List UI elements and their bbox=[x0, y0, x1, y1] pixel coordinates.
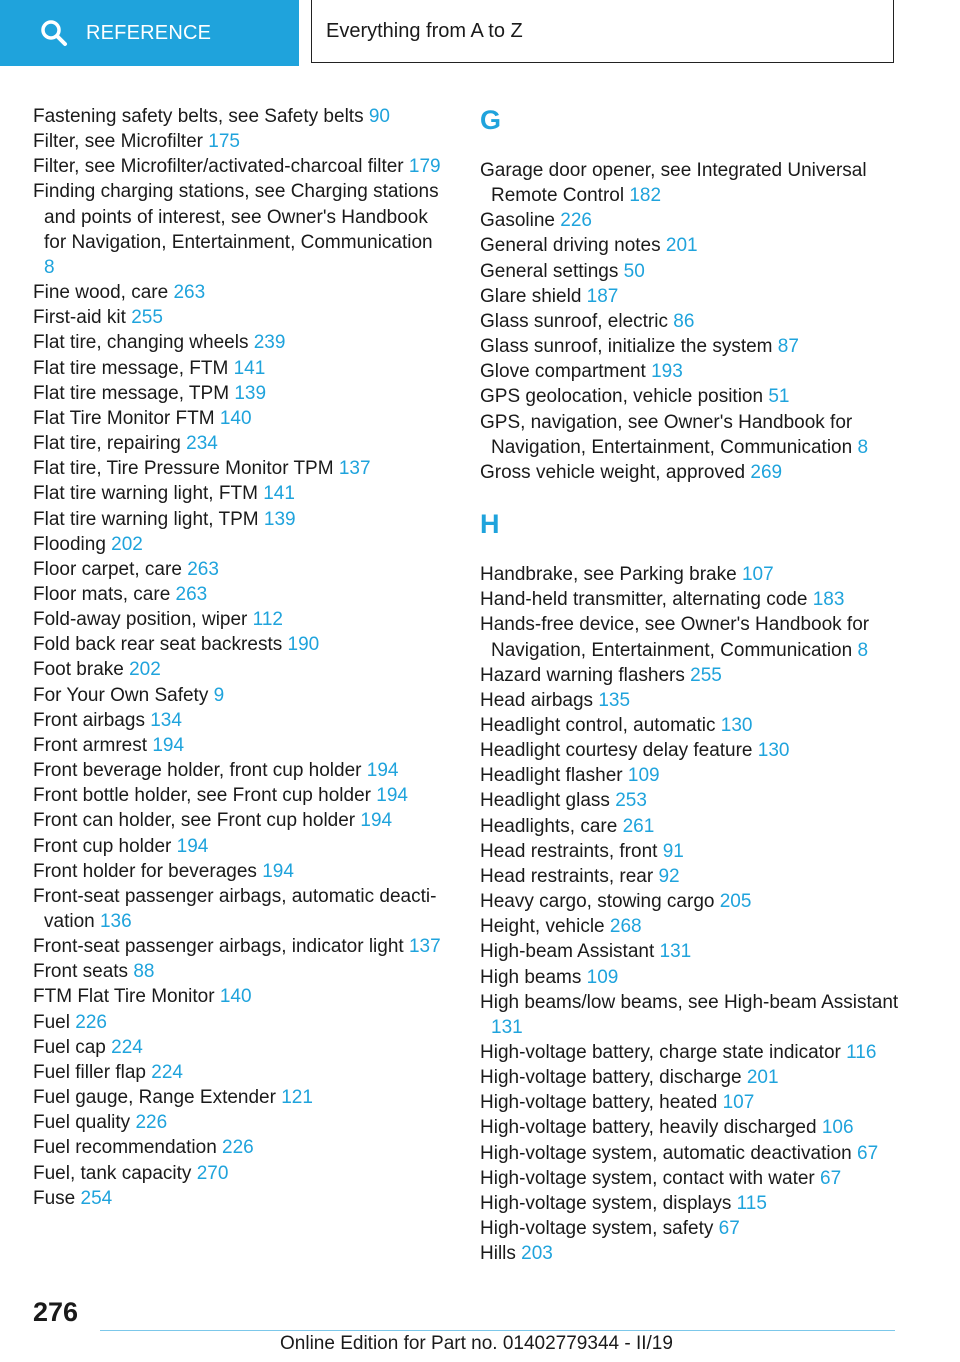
entry-text: Handbrake, see Parking brake bbox=[480, 564, 737, 586]
entry-text: High-voltage battery, discharge bbox=[480, 1067, 742, 1089]
page-reference-link[interactable]: 92 bbox=[658, 865, 680, 887]
entry-text: Front holder for beverages bbox=[33, 860, 257, 882]
entry-text: Front cup holder bbox=[33, 835, 172, 857]
entry-text: Fuel quality bbox=[33, 1112, 131, 1134]
index-entry bbox=[33, 859, 443, 884]
page-header bbox=[0, 0, 960, 66]
page-reference-link[interactable]: 263 bbox=[187, 558, 219, 580]
index-entry bbox=[33, 783, 443, 808]
page-reference-link[interactable]: 234 bbox=[186, 433, 218, 455]
page-reference-link[interactable]: 203 bbox=[521, 1243, 553, 1265]
entry-text: Foot brake bbox=[33, 659, 124, 681]
index-entry bbox=[480, 889, 900, 914]
page-reference-link[interactable]: 91 bbox=[662, 840, 684, 862]
index-entry bbox=[33, 104, 443, 129]
page-reference-link[interactable]: 90 bbox=[368, 106, 390, 127]
page-reference-link[interactable]: 205 bbox=[719, 891, 752, 913]
page-reference-link[interactable]: 268 bbox=[609, 916, 642, 938]
entry-text: Gasoline bbox=[480, 210, 555, 232]
entry-text: Filter, see Microfilter bbox=[33, 131, 203, 153]
index-entry bbox=[480, 587, 900, 612]
search-icon bbox=[40, 19, 68, 47]
page-reference-link[interactable]: 175 bbox=[208, 131, 240, 153]
page-reference-link[interactable]: 51 bbox=[768, 386, 790, 408]
page-reference-link[interactable]: 140 bbox=[219, 407, 252, 429]
entry-text: Headlight control, automatic bbox=[480, 714, 716, 736]
index-entry bbox=[480, 334, 900, 359]
page-reference-link[interactable]: 194 bbox=[262, 860, 294, 882]
entry-text: Fuel bbox=[33, 1011, 70, 1033]
page-reference-link[interactable]: 136 bbox=[99, 911, 132, 932]
index-entry bbox=[33, 1135, 443, 1160]
page-reference-link[interactable]: 131 bbox=[491, 1016, 523, 1038]
entry-text: Front can holder, see Front cup holder bbox=[33, 810, 356, 832]
index-entry bbox=[33, 657, 443, 682]
entry-text: Flat tire warning light, TPM bbox=[33, 508, 259, 530]
index-entry bbox=[33, 1161, 443, 1186]
index-entry bbox=[33, 758, 443, 783]
page-reference-link[interactable]: 86 bbox=[673, 310, 695, 332]
page-reference-link[interactable]: 239 bbox=[253, 332, 286, 354]
page-reference-link[interactable]: 67 bbox=[820, 1167, 842, 1189]
page-reference-link[interactable]: 139 bbox=[263, 508, 296, 530]
page-reference-link[interactable]: 130 bbox=[757, 740, 790, 762]
index-entry bbox=[33, 154, 443, 179]
index-entry bbox=[480, 1141, 900, 1166]
index-entry bbox=[33, 834, 443, 859]
entry-text: Hazard warning flashers bbox=[480, 664, 685, 686]
index-entry bbox=[33, 1060, 443, 1085]
page-reference-link[interactable]: 130 bbox=[720, 714, 753, 736]
entry-text: Filter, see Microfilter/activated-charcoal filter bbox=[33, 156, 404, 178]
section-h-entries bbox=[480, 562, 900, 1266]
entry-text: Front armrest bbox=[33, 734, 148, 756]
entry-text: Floor carpet, care bbox=[33, 558, 182, 580]
page-reference-link[interactable]: 226 bbox=[135, 1112, 168, 1134]
index-entry bbox=[33, 280, 443, 305]
entry-text: GPS, navigation, see Owner's Handbook for Navigation, Entertainment, Communication bbox=[480, 411, 853, 458]
page-reference-link[interactable]: 109 bbox=[627, 765, 660, 787]
entry-text: Fuel filler flap bbox=[33, 1061, 146, 1083]
index-entry bbox=[33, 456, 443, 481]
index-entry bbox=[33, 330, 443, 355]
chapter-title-tab bbox=[311, 0, 894, 63]
page-reference-link[interactable]: 116 bbox=[846, 1042, 877, 1063]
entry-text: Finding charging stations, see Charging stations and points of interest, see Owner's Handbook for Navigation, Entertainment, Communication bbox=[33, 181, 439, 253]
entry-text: Flat tire message, TPM bbox=[33, 382, 230, 404]
index-entry bbox=[480, 914, 900, 939]
index-entry bbox=[33, 179, 443, 280]
entry-text: Flat tire, Tire Pressure Monitor TPM bbox=[33, 458, 334, 480]
entry-text: Hands-free device, see Owner's Handbook for Navigation, Entertainment, Communication bbox=[480, 614, 870, 661]
chapter-title: Everything from A to Z bbox=[326, 19, 523, 42]
entry-text: FTM Flat Tire Monitor bbox=[33, 986, 215, 1008]
page-reference-link[interactable]: 67 bbox=[718, 1218, 740, 1240]
footer-divider bbox=[100, 1330, 895, 1331]
page-reference-link[interactable]: 226 bbox=[560, 210, 592, 232]
entry-text: Fine wood, care bbox=[33, 282, 169, 304]
entry-text: High beams/low beams, see High-beam Assistant bbox=[480, 991, 899, 1013]
page-reference-link[interactable]: 88 bbox=[133, 961, 155, 983]
page-reference-link[interactable]: 261 bbox=[622, 815, 655, 837]
entry-text: High-beam Assistant bbox=[480, 941, 655, 963]
index-entry bbox=[33, 733, 443, 758]
entry-text: For Your Own Safety bbox=[33, 684, 209, 706]
entry-text: High-voltage system, automatic deactivation bbox=[480, 1142, 852, 1164]
page-reference-link[interactable]: 137 bbox=[338, 458, 371, 480]
section-letter-g: G bbox=[480, 105, 502, 135]
index-entry bbox=[33, 1010, 443, 1035]
entry-text: Headlight glass bbox=[480, 790, 610, 812]
page-reference-link[interactable]: 187 bbox=[586, 285, 619, 307]
index-entry bbox=[33, 507, 443, 532]
page-reference-link[interactable]: 263 bbox=[173, 282, 206, 304]
page-reference-link[interactable]: 137 bbox=[408, 936, 441, 958]
index-entry bbox=[33, 406, 443, 431]
index-entry bbox=[480, 1090, 900, 1115]
index-entry bbox=[33, 305, 443, 330]
entry-text: Front-seat passenger airbags, indicator light bbox=[33, 936, 404, 958]
index-entry bbox=[480, 284, 900, 309]
index-entry bbox=[33, 683, 443, 708]
index-entry bbox=[480, 1166, 900, 1191]
entry-text: Fuel gauge, Range Extender bbox=[33, 1087, 276, 1109]
entry-text: General settings bbox=[480, 260, 619, 282]
page-reference-link[interactable]: 141 bbox=[233, 357, 266, 379]
entry-text: Flat tire message, FTM bbox=[33, 357, 229, 379]
entry-text: General driving notes bbox=[480, 235, 661, 257]
page-reference-link[interactable]: 139 bbox=[234, 382, 267, 404]
page-reference-link[interactable]: 179 bbox=[408, 156, 441, 178]
entry-text: High-voltage system, contact with water bbox=[480, 1167, 815, 1189]
index-entry bbox=[480, 713, 900, 738]
index-entry bbox=[480, 233, 900, 258]
page-reference-link[interactable]: 134 bbox=[150, 709, 182, 731]
page-reference-link[interactable]: 194 bbox=[366, 760, 399, 782]
index-entry bbox=[33, 984, 443, 1009]
index-entry bbox=[480, 990, 900, 1040]
section-letter-h: H bbox=[480, 509, 500, 540]
index-entry bbox=[33, 557, 443, 582]
index-entry bbox=[33, 1186, 443, 1211]
index-entry bbox=[480, 939, 900, 964]
entry-text: Hills bbox=[480, 1243, 516, 1265]
index-entry bbox=[33, 381, 443, 406]
index-entry bbox=[480, 384, 900, 409]
entry-text: Garage door opener, see Integrated Universal Remote Control bbox=[480, 160, 867, 207]
index-entry bbox=[480, 1040, 900, 1065]
entry-text: Flat tire, repairing bbox=[33, 433, 181, 455]
page-reference-link[interactable]: 107 bbox=[722, 1092, 755, 1114]
entry-text: Front-seat passenger airbags, automatic deactivation bbox=[33, 885, 437, 932]
page-reference-link[interactable]: 182 bbox=[629, 185, 662, 207]
page-reference-link[interactable]: 131 bbox=[659, 941, 692, 963]
index-entry bbox=[480, 612, 900, 662]
entry-text: Fuel, tank capacity bbox=[33, 1162, 192, 1184]
entry-text: Flat Tire Monitor FTM bbox=[33, 407, 215, 429]
index-entry bbox=[33, 959, 443, 984]
index-entry bbox=[480, 1241, 900, 1266]
entry-text: Front beverage holder, front cup holder bbox=[33, 760, 362, 782]
index-entry bbox=[480, 864, 900, 889]
entry-text: High beams bbox=[480, 966, 582, 988]
page-reference-link[interactable]: 109 bbox=[586, 966, 619, 988]
entry-text: Floor mats, care bbox=[33, 583, 171, 605]
edition-note: Online Edition for Part no. 01402779344 - II/19 bbox=[280, 1333, 673, 1354]
page-reference-link[interactable]: 194 bbox=[376, 785, 408, 807]
index-entry bbox=[480, 259, 900, 284]
page-reference-link[interactable]: 202 bbox=[129, 659, 161, 681]
entry-text: High-voltage battery, heated bbox=[480, 1092, 718, 1114]
index-entry bbox=[480, 839, 900, 864]
page-reference-link[interactable]: 106 bbox=[821, 1117, 854, 1139]
entry-text: Front bottle holder, see Front cup holder bbox=[33, 785, 371, 807]
page-reference-link[interactable]: 67 bbox=[857, 1142, 879, 1164]
index-entry bbox=[480, 965, 900, 990]
index-entry bbox=[33, 884, 443, 934]
index-entry bbox=[33, 481, 443, 506]
entry-text: Headlight flasher bbox=[480, 765, 623, 787]
entry-text: High-voltage battery, heavily discharged bbox=[480, 1117, 817, 1139]
index-entry bbox=[480, 663, 900, 688]
page-reference-link[interactable]: 254 bbox=[80, 1187, 113, 1209]
entry-text: Headlight courtesy delay feature bbox=[480, 740, 753, 762]
index-entry bbox=[480, 410, 900, 460]
entry-text: Height, vehicle bbox=[480, 916, 605, 938]
page-reference-link[interactable]: 270 bbox=[196, 1162, 229, 1184]
entry-text: Fastening safety belts, see Safety belts bbox=[33, 106, 364, 127]
index-entry bbox=[480, 562, 900, 587]
entry-text: Glove compartment bbox=[480, 361, 646, 383]
index-column-right bbox=[480, 101, 900, 1266]
section-label: REFERENCE bbox=[86, 21, 212, 44]
index-entry bbox=[33, 934, 443, 959]
index-entry bbox=[33, 808, 443, 833]
entry-text: High-voltage system, displays bbox=[480, 1192, 732, 1214]
index-entry bbox=[480, 1115, 900, 1140]
page-reference-link[interactable]: 263 bbox=[175, 583, 208, 605]
page-reference-link[interactable]: 8 bbox=[44, 256, 55, 278]
entry-text: Head restraints, rear bbox=[480, 865, 654, 887]
page-reference-link[interactable]: 135 bbox=[598, 689, 631, 711]
page-reference-link[interactable]: 140 bbox=[219, 986, 252, 1008]
entry-text: Headlights, care bbox=[480, 815, 618, 837]
entry-text: Flooding bbox=[33, 533, 106, 555]
index-entry bbox=[480, 208, 900, 233]
page-reference-link[interactable]: 194 bbox=[360, 810, 393, 832]
index-entry bbox=[33, 532, 443, 557]
entry-text: Fold-away position, wiper bbox=[33, 609, 248, 631]
page-reference-link[interactable]: 190 bbox=[287, 634, 320, 656]
page-reference-link[interactable]: 224 bbox=[111, 1036, 143, 1058]
entry-text: Heavy cargo, stowing cargo bbox=[480, 891, 715, 913]
entry-text: Fuel recommendation bbox=[33, 1137, 217, 1159]
entry-text: Flat tire, changing wheels bbox=[33, 332, 249, 354]
page-reference-link[interactable]: 201 bbox=[746, 1067, 779, 1089]
index-entry bbox=[33, 582, 443, 607]
page-reference-link[interactable]: 226 bbox=[75, 1011, 107, 1033]
page-reference-link[interactable]: 112 bbox=[252, 609, 283, 631]
page-reference-link[interactable]: 50 bbox=[623, 260, 645, 282]
index-entry bbox=[480, 359, 900, 384]
index-entry bbox=[33, 431, 443, 456]
index-entry bbox=[480, 688, 900, 713]
page-reference-link[interactable]: 87 bbox=[777, 336, 799, 358]
entry-text: Head airbags bbox=[480, 689, 594, 711]
index-entry bbox=[33, 356, 443, 381]
index-entry bbox=[480, 1216, 900, 1241]
index-entry bbox=[33, 1110, 443, 1135]
entry-text: GPS geolocation, vehicle position bbox=[480, 386, 764, 408]
index-entry bbox=[33, 129, 443, 154]
page-reference-link[interactable]: 255 bbox=[131, 307, 163, 329]
page-reference-link[interactable]: 183 bbox=[812, 589, 845, 611]
index-entry bbox=[480, 158, 900, 208]
page-reference-link[interactable]: 107 bbox=[741, 564, 774, 586]
entry-text: Glass sunroof, initialize the system bbox=[480, 336, 773, 358]
entry-text: High-voltage system, safety bbox=[480, 1218, 714, 1240]
page-reference-link[interactable]: 121 bbox=[281, 1087, 313, 1109]
page-reference-link[interactable]: 202 bbox=[111, 533, 143, 555]
page-reference-link[interactable]: 253 bbox=[615, 790, 647, 812]
page-number: 276 bbox=[33, 1297, 79, 1327]
entry-text: Gross vehicle weight, approved bbox=[480, 461, 746, 483]
entry-text: Hand-held transmitter, alternating code bbox=[480, 589, 808, 611]
page-reference-link[interactable]: 269 bbox=[750, 461, 783, 483]
entry-text: Head restraints, front bbox=[480, 840, 658, 862]
page-reference-link[interactable]: 255 bbox=[690, 664, 722, 686]
index-entry bbox=[480, 1191, 900, 1216]
index-entry bbox=[33, 1035, 443, 1060]
entry-text: Glare shield bbox=[480, 285, 582, 307]
index-entry bbox=[480, 763, 900, 788]
index-entry bbox=[33, 1085, 443, 1110]
entry-text: Front airbags bbox=[33, 709, 145, 731]
page-reference-link[interactable]: 224 bbox=[151, 1061, 183, 1083]
page-reference-link[interactable]: 193 bbox=[651, 361, 683, 383]
page-reference-link[interactable]: 226 bbox=[222, 1137, 254, 1159]
index-entry bbox=[480, 788, 900, 813]
index-entry bbox=[480, 309, 900, 334]
index-entry bbox=[33, 607, 443, 632]
entry-text: Glass sunroof, electric bbox=[480, 310, 668, 332]
page-reference-link[interactable]: 201 bbox=[665, 235, 698, 257]
entry-text: Fold back rear seat backrests bbox=[33, 634, 283, 656]
page-reference-link[interactable]: 141 bbox=[263, 483, 295, 505]
index-entry bbox=[480, 460, 900, 485]
entry-text: Front seats bbox=[33, 961, 129, 983]
index-entry bbox=[33, 708, 443, 733]
page-reference-link[interactable]: 9 bbox=[213, 684, 225, 706]
entry-text: Flat tire warning light, FTM bbox=[33, 483, 258, 505]
index-entry bbox=[480, 738, 900, 763]
entry-text: High-voltage battery, charge state indicator bbox=[480, 1042, 841, 1063]
entry-text: Fuel cap bbox=[33, 1036, 106, 1058]
page-reference-link[interactable]: 115 bbox=[736, 1192, 767, 1214]
page-reference-link[interactable]: 194 bbox=[176, 835, 209, 857]
entry-text: First-aid kit bbox=[33, 307, 126, 329]
entry-text: Fuse bbox=[33, 1187, 76, 1209]
page-reference-link[interactable]: 8 bbox=[857, 639, 869, 661]
reference-tab[interactable] bbox=[0, 0, 299, 66]
page-reference-link[interactable]: 194 bbox=[152, 734, 185, 756]
index-column-left bbox=[33, 104, 443, 1211]
section-g-entries bbox=[480, 158, 900, 485]
index-entry bbox=[33, 632, 443, 657]
index-entry bbox=[480, 814, 900, 839]
index-entry bbox=[480, 1065, 900, 1090]
page-reference-link[interactable]: 8 bbox=[857, 436, 869, 458]
